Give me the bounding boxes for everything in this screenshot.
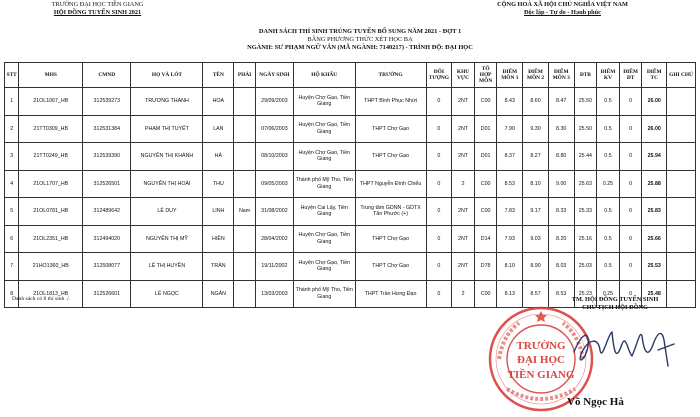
table-cell: 25.66 [642,225,667,253]
table-cell: NGÂN [203,280,234,308]
signature-title-1: TM. HỘI ĐỒNG TUYỂN SINH [571,296,659,303]
table-cell: 25.03 [574,253,597,281]
table-cell: 8.47 [548,88,574,116]
table-cell: C00 [474,88,497,116]
table-cell: 7.93 [497,225,523,253]
candidate-count-note: Danh sách có 8 thí sinh ./. [12,296,71,302]
table-cell: 2 [452,280,475,308]
table-cell: 8.10 [523,170,549,198]
table-cell: HOA [203,88,234,116]
column-header: HỘ KHẨU [293,63,355,88]
table-cell [667,115,696,143]
table-cell: 21OL1707_HB [19,170,83,198]
table-cell: 08/10/2003 [255,143,293,171]
table-cell: 312526601 [83,280,131,308]
table-cell: C00 [474,170,497,198]
table-cell: 0 [619,88,642,116]
signer-name: Võ Ngọc Hà [567,396,624,408]
table-cell: HIỀN [203,225,234,253]
table-cell: 8.33 [548,198,574,226]
table-cell: LAN [203,115,234,143]
table-cell: 8.80 [548,143,574,171]
table-cell: 4 [5,170,19,198]
table-cell: 25.23 [574,280,597,308]
table-cell: 2 [452,170,475,198]
table-cell: 28/04/2002 [255,225,293,253]
table-cell: 0 [619,143,642,171]
column-header: TRƯỜNG [355,63,426,88]
table-cell: 9.30 [523,115,549,143]
column-header: MHS [19,63,83,88]
table-cell: 0.5 [597,115,620,143]
table-cell: 8.57 [523,280,549,308]
table-cell: 0 [426,115,452,143]
table-cell: 0 [426,253,452,281]
column-header: ĐIỂM MÔN 1 [497,63,523,88]
table-cell: Thành phố Mỹ Tho, Tiền Giang [293,280,355,308]
table-cell: THPT Nguyễn Đình Chiểu [355,170,426,198]
table-cell: D78 [474,253,497,281]
column-header: ĐIỂM ĐT [619,63,642,88]
column-header: KHU VỰC [452,63,475,88]
table-cell: THPT Bình Phục Nhứt [355,88,426,116]
table-cell: 8.27 [523,143,549,171]
table-cell: 0 [619,225,642,253]
table-cell [667,143,696,171]
table-cell: 0.5 [597,225,620,253]
column-header: ĐIỂM MÔN 3 [548,63,574,88]
national-header [435,1,690,17]
table-cell: 1 [5,88,19,116]
table-cell: Trung tâm GDNN - GDTX Tân Phước (+) [355,198,426,226]
table-cell: 9.17 [523,198,549,226]
table-cell: THPT Chợ Gạo [355,115,426,143]
table-cell: 21OL2351_HB [19,225,83,253]
issuer-header [20,1,175,17]
table-cell: Huyện Chợ Gạo, Tiền Giang [293,115,355,143]
table-cell: Thành phố Mỹ Tho, Tiền Giang [293,170,355,198]
table-cell: 26.00 [642,88,667,116]
table-cell: 0 [426,88,452,116]
table-cell: 2 [5,115,19,143]
column-header: STT [5,63,19,88]
table-cell: 0 [619,198,642,226]
table-cell: 2NT [452,198,475,226]
table-cell: 25.48 [642,280,667,308]
table-cell: 21OL0781_HB [19,198,83,226]
table-cell: 7.90 [497,115,523,143]
table-cell: 7 [5,253,19,281]
column-header: ĐIỂM MÔN 2 [523,63,549,88]
table-cell: 8 [5,280,19,308]
table-header [5,63,696,88]
column-header: HỌ VÀ LÓT [131,63,203,88]
table-cell: 0.25 [597,170,620,198]
table-cell: LINH [203,198,234,226]
table-cell: 25.33 [574,198,597,226]
table-cell: C00 [474,280,497,308]
admission-table [4,62,696,308]
table-cell: 8.53 [548,280,574,308]
table-cell [234,88,256,116]
table-cell: 312494020 [83,225,131,253]
table-cell: LÊ DUY [131,198,203,226]
table-cell: 8.03 [548,253,574,281]
stamp-middle-text: ĐẠI HỌC [517,354,565,366]
table-cell: 0.5 [597,88,620,116]
table-cell: C00 [474,198,497,226]
table-cell [667,88,696,116]
table-row [5,143,696,171]
table-cell: 21TT0249_HB [19,143,83,171]
table-cell: 31/08/2002 [255,198,293,226]
table-cell: 0 [426,198,452,226]
table-cell: 312539390 [83,143,131,171]
column-header: CMND [83,63,131,88]
table-cell [234,225,256,253]
table-row [5,253,696,281]
table-cell: Huyện Chợ Gạo, Tiền Giang [293,225,355,253]
table-cell: 312508077 [83,253,131,281]
table-cell [234,170,256,198]
table-cell: 25.88 [642,170,667,198]
table-cell: 8.60 [523,88,549,116]
table-cell: Huyện Chợ Gạo, Tiền Giang [293,143,355,171]
table-cell: 2NT [452,225,475,253]
table-cell: 8.13 [497,280,523,308]
table-cell: 29/09/2003 [255,88,293,116]
table-cell: 3 [5,143,19,171]
table-cell: 25.50 [574,115,597,143]
table-cell: 0.5 [597,198,620,226]
column-header: ĐTB [574,63,597,88]
column-header: TÊN [203,63,234,88]
table-cell [667,198,696,226]
table-cell: LÊ NGỌC [131,280,203,308]
table-cell: 0 [619,115,642,143]
table-cell: 8.37 [497,143,523,171]
table-cell [667,225,696,253]
table-cell: 13/03/2003 [255,280,293,308]
signature-title-2: CHỦ TỊCH HỘI ĐỒNG [582,304,648,311]
table-cell: 0 [426,170,452,198]
table-cell: 312489642 [83,198,131,226]
table-cell: 9.00 [548,170,574,198]
column-header: NGÀY SINH [255,63,293,88]
table-cell: 09/05/2003 [255,170,293,198]
header-row [5,63,696,88]
table-cell: 6 [5,225,19,253]
table-cell: D01 [474,143,497,171]
university-name: TRƯỜNG ĐẠI HỌC TIỀN GIANG [51,1,144,8]
table-cell [234,253,256,281]
table-cell: Huyện Chợ Gạo, Tiền Giang [293,88,355,116]
table-cell: 25.94 [642,143,667,171]
table-cell: TRÂN [203,253,234,281]
column-header: ĐIỂM TC [642,63,667,88]
committee-name: HỘI ĐỒNG TUYỂN SINH 2021 [53,9,142,16]
table-cell: 25.50 [574,88,597,116]
table-cell: 0 [426,143,452,171]
table-cell: D01 [474,115,497,143]
stamp-top-text: TRƯỜNG [516,340,566,352]
table-cell: NGUYỄN THỊ MỸ [131,225,203,253]
column-header: ĐIỂM KV [597,63,620,88]
table-row [5,225,696,253]
table-row [5,198,696,226]
table-cell [667,253,696,281]
table-cell [234,143,256,171]
table-cell: LÊ THỊ HUYỀN [131,253,203,281]
table-cell: 2NT [452,253,475,281]
table-row [5,115,696,143]
table-cell: THPT Trần Hưng Đạo [355,280,426,308]
table-cell: 0 [426,225,452,253]
table-cell: 25.83 [642,198,667,226]
table-cell: PHẠM THỊ TUYẾT [131,115,203,143]
table-cell: 21TT0309_HB [19,115,83,143]
table-cell: NGUYỄN THỊ KHÁNH [131,143,203,171]
table-cell: 312539273 [83,88,131,116]
table-cell: 7.83 [497,198,523,226]
table-cell: 312526501 [83,170,131,198]
table-cell: 8.30 [548,115,574,143]
table-cell: THPT Chợ Gạo [355,143,426,171]
table-cell: 21HO1360_HB [19,253,83,281]
table-cell: 0 [426,280,452,308]
table-cell: 0 [619,280,642,308]
table-cell: 0.5 [597,253,620,281]
column-header: PHÁI [234,63,256,88]
title-line-3: NGÀNH: SƯ PHẠM NGỮ VĂN (MÃ NGÀNH: 7140217) - TRÌNH ĐỘ: ĐẠI HỌC [247,44,473,52]
table-cell: 8.20 [548,225,574,253]
table-cell: TRƯƠNG THANH [131,88,203,116]
table-cell: 8.10 [497,253,523,281]
table-cell: 2NT [452,115,475,143]
table-cell: D14 [474,225,497,253]
table-cell: Nam [234,198,256,226]
table-cell: THU [203,170,234,198]
table-cell: 9.03 [523,225,549,253]
table-cell: HÀ [203,143,234,171]
title-line-2: BẰNG PHƯƠNG THỨC XÉT HỌC BẠ [307,36,413,44]
table-cell: NGUYỄN THỊ HOÀI [131,170,203,198]
table-cell: 8.43 [497,88,523,116]
title-line-1: DANH SÁCH THÍ SINH TRÚNG TUYỂN BỔ SUNG NĂM 2021 - ĐỢT 1 [258,28,462,35]
table-cell: 25.44 [574,143,597,171]
table-cell: 26.00 [642,115,667,143]
table-cell: 25.53 [642,253,667,281]
national-title: CỘNG HOÀ XÃ HỘI CHỦ NGHĨA VIỆT NAM [497,1,628,8]
table-cell: THPT Chợ Gạo [355,225,426,253]
table-cell: 25.63 [574,170,597,198]
column-header: ĐỐI TƯỢNG [426,63,452,88]
table-cell: 0.25 [597,280,620,308]
table-cell: 25.16 [574,225,597,253]
table-cell [234,280,256,308]
table-cell [234,115,256,143]
table-row [5,88,696,116]
column-header: GHI CHÚ [667,63,696,88]
table-cell: 0 [619,170,642,198]
column-header: TỔ HỢP MÔN [474,63,497,88]
table-cell: 312531384 [83,115,131,143]
table-row [5,170,696,198]
table-cell: 8.90 [523,253,549,281]
table-body [5,88,696,308]
table-cell: 2NT [452,88,475,116]
table-cell: 0.5 [597,143,620,171]
table-cell: 8.53 [497,170,523,198]
table-cell: THPT Chợ Gạo [355,253,426,281]
table-cell: 21OL1067_HB [19,88,83,116]
table-cell: Huyện Chợ Gạo, Tiền Giang [293,253,355,281]
handwritten-signature [568,322,678,374]
table-cell: 07/06/2003 [255,115,293,143]
national-motto: Độc lập - Tự do - Hạnh phúc [524,9,601,16]
table-cell [667,170,696,198]
table-cell: 5 [5,198,19,226]
stamp-bottom-text: TIỀN GIANG [507,369,575,381]
table-cell: 2NT [452,143,475,171]
table-cell: 19/11/2002 [255,253,293,281]
table-cell: 0 [619,253,642,281]
table-cell: 21OL1813_HB [19,280,83,308]
table-cell: Huyện Cai Lậy, Tiền Giang [293,198,355,226]
document-title [180,28,540,53]
